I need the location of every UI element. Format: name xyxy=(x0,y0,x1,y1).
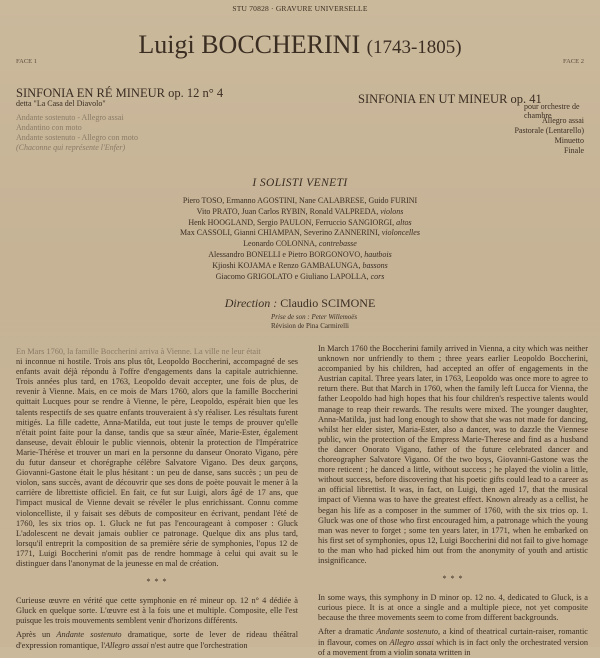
musician-line: Henk HOOGLAND, Sergio PAULON, Ferruccio SANGIORGI, altos xyxy=(188,217,412,227)
english-paragraph: In March 1760 the Boccherini family arrived in Vienna, a city which was neither unknown nor unfriendly to them ; three years earlier Leopoldo Boccherini, accompanied by his children, had accepted an offer of engagements in the Austrian capital. Three years later, in 1763, Leopoldo was once more to agree to return there. But that March in 1760, when the family left Lucca for Vienna, the father Leopoldo had high hopes that his four children's respective talents would manage to reap their rewards. The results were mixed. The younger daughter, Anna-Matilda, just had long enough to show that she was not made for dancing, whilst her elder sister, Maria-Ester, also a dancer, was to dazzle the Viennese public, win the protection of the Empress Marie-Therese and find as a husband the dancer Onorato Vigano, father of the future celebrated dancer and choreographer Salvatore Vigano. Of the two boys, Giovanni-Gastone was the more reticent ; he danced a little, without success ; he played the violin a little, without success, before discovering that his poetic gifts could lead to a career as an official librettist. It was, in fact, on Luigi, then aged 17, that the musical impact of Vienna was to have the greatest effect. Known already as a cellist, he began his life as a composer in the summer of 1760, with the six trios op. 1. Gluck was one of those who first encouraged him, a patronage which the young man was never to forget ; some ten years later, in 1771, when he embarked on his first set of symphonies, opus 12, Luigi Boccherini did not fail to give homage to the man who had picked him out from the anonymity of youth and artistic insignificance. xyxy=(318,344,588,565)
ensemble-name: I SOLISTI VENETI xyxy=(252,177,348,189)
side1-title: SINFONIA EN RÉ MINEUR op. 12 n° 4 xyxy=(16,86,224,100)
musician-line: Vito PRATO, Juan Carlos RYBIN, Ronald VALPREDA, violons xyxy=(196,206,404,216)
english-paragraph: In some ways, this symphony in D minor op. 12 no. 4, dedicated to Gluck, is a curious piece. It is at once a single and a multiple piece, not yet composite because the three movements seem to come from different backgrounds. xyxy=(318,593,588,623)
musician-line: Piero TOSO, Ermanno AGOSTINI, Nane CALABRESE, Guido FURINI xyxy=(182,196,418,205)
musician-line: Kjioshi KOJAMA e Renzo GAMBALUNGA, bassons xyxy=(212,260,388,270)
french-paragraph: Après un Andante sostenuto dramatique, sorte de lever de rideau théâtral d'expression romantique, l'Allegro assai n'est autre que l'orchestration xyxy=(16,630,299,650)
side2-movement: Finale xyxy=(564,146,584,155)
musician-line: Giacomo GRIGOLATO e Giuliano LAPOLLA, cors xyxy=(215,271,385,281)
sound-engineer: Peter Willemoës xyxy=(311,313,358,321)
face2-label: FACE 2 xyxy=(562,58,584,65)
conductor-name: Claudio SCIMONE xyxy=(280,296,376,310)
direction-label: Direction : xyxy=(224,296,278,310)
sound-label: Prise de son : xyxy=(271,313,312,321)
composer-title xyxy=(0,30,600,60)
musician-line: Leonardo COLONNA, contrebasse xyxy=(243,239,357,249)
conductor-line xyxy=(0,296,600,311)
side2-movement: Allegro assai xyxy=(542,116,584,125)
side2-subtitle: pour orchestre de chambre xyxy=(524,102,580,120)
french-first-line: En Mars 1760, la famille Boccherini arriva à Vienne. La ville ne leur était xyxy=(16,347,261,356)
side2-title: SINFONIA EN UT MINEUR op. 41 xyxy=(358,92,542,106)
side1-movements xyxy=(16,113,138,153)
side1-movement: Andante sostenuto - Allegro con moto xyxy=(16,133,138,142)
side1-movement: Andante sostenuto - Allegro assai xyxy=(16,113,124,122)
composer-first-name: Luigi xyxy=(138,30,195,59)
english-paragraph: After a dramatic Andante sostenuto, a kind of theatrical curtain-raiser, romantic in flavour, comes on Allegro assai which is in fact only the orchestrated version of a movement from a violin sonata written in xyxy=(318,627,588,657)
side2-movement: Pastorale (Lentarello) xyxy=(514,126,584,135)
musician-line: Alessandro BONELLI e Pietro BORGONOVO, hautbois xyxy=(208,249,392,259)
musician-line: Max CASSOLI, Gianni CHIAMPAN, Severino ZANNERINI, violoncelles xyxy=(180,228,420,238)
revision-credit: Révision de Pina Carmirelli xyxy=(271,322,349,330)
side2-movement: Minuetto xyxy=(554,136,584,145)
side1-subtitle: detta "La Casa del Diavolo" xyxy=(16,99,106,108)
composer-last-name: BOCCHERINI xyxy=(201,30,361,59)
section-divider: * * * xyxy=(146,577,168,587)
french-paragraph: ni inconnue ni hostile. Trois ans plus tôt, Leopoldo Boccherini, accompagné de ses enfants avait déjà répondu à l'offre d'engagements dans la capitale autrichienne. Trois années plus tard, en 1763, Leopoldo devait accepter, une fois de plus, de revenir à Vienne. Mais, en ce mois de Mars 1760, alors que la famille Boccherini quittait Lucques pour se rendre à Vienne, le père, Leopoldo, espérait bien que les talents respectifs de ses quatre enfants trouveraient à s'y réaliser. Les résultats furent mitigés. La fille cadette, Anna-Matilda, eut tout juste le temps de prouver qu'elle n'était point faite pour la danse, tandis que sa sœur aînée, Marie-Ester, également danseuse, devait éblouir le public viennois, obtenir la protection de l'Impératrice Marie-Thérèse et trouver un mari en la personne du danseur Onorato Vigano, père du futur danseur et chorégraphe célèbre Salvatore Vigano. Des deux garçons, Giovanni-Gastone était le plus hésitant : un peu de danse, sans succès ; un peu de violon, sans succès, avant de découvrir que ses dons de poète pouvait le mener à la carrière de librettiste officiel. En fait, ce fut sur Luigi, alors âgé de 17 ans, que l'impact musical de Vienne devait se révéler le plus enrichissant. Connu comme violoncelliste, il y faisait ses débuts de compositeur en écrivant, pendant l'été de 1760, les six trios op. 1. Gluck ne fut pas l'encourageant à composer : Gluck L'adolescent ne devait jamais oublier ce patronage. Quelque dix ans plus tard, lorsqu'il entreprit la composition de sa première série de symphonies, l'opus 12 de 1771, Luigi Boccherini n'omit pas de rendre hommage à celui qui avait su le distinguer dans l'anonymat de la jeunesse en mal de création. xyxy=(16,357,298,568)
catalog-number: STU 70828 · GRAVURE UNIVERSELLE xyxy=(232,4,368,13)
musicians-list xyxy=(0,196,600,282)
side1-movement: Andantino con moto xyxy=(16,123,82,132)
composer-years: (1743-1805) xyxy=(366,37,462,58)
liner-notes-french xyxy=(16,347,298,651)
liner-notes-english xyxy=(318,344,588,658)
section-divider: * * * xyxy=(442,574,464,584)
side2-movements xyxy=(514,116,584,156)
french-paragraph: Curieuse œuvre en vérité que cette symphonie en ré mineur op. 12 n° 4 dédiée à Gluck en quelque sorte. L'œuvre est à la fois une et multiple. Composite, elle l'est puisque les trois mouvements semblent venir d'horizons différents. xyxy=(16,596,298,626)
side1-movement-note: (Chaconne qui représente l'Enfer) xyxy=(16,143,126,152)
production-credits xyxy=(271,313,357,331)
face1-label: FACE 1 xyxy=(16,58,38,65)
